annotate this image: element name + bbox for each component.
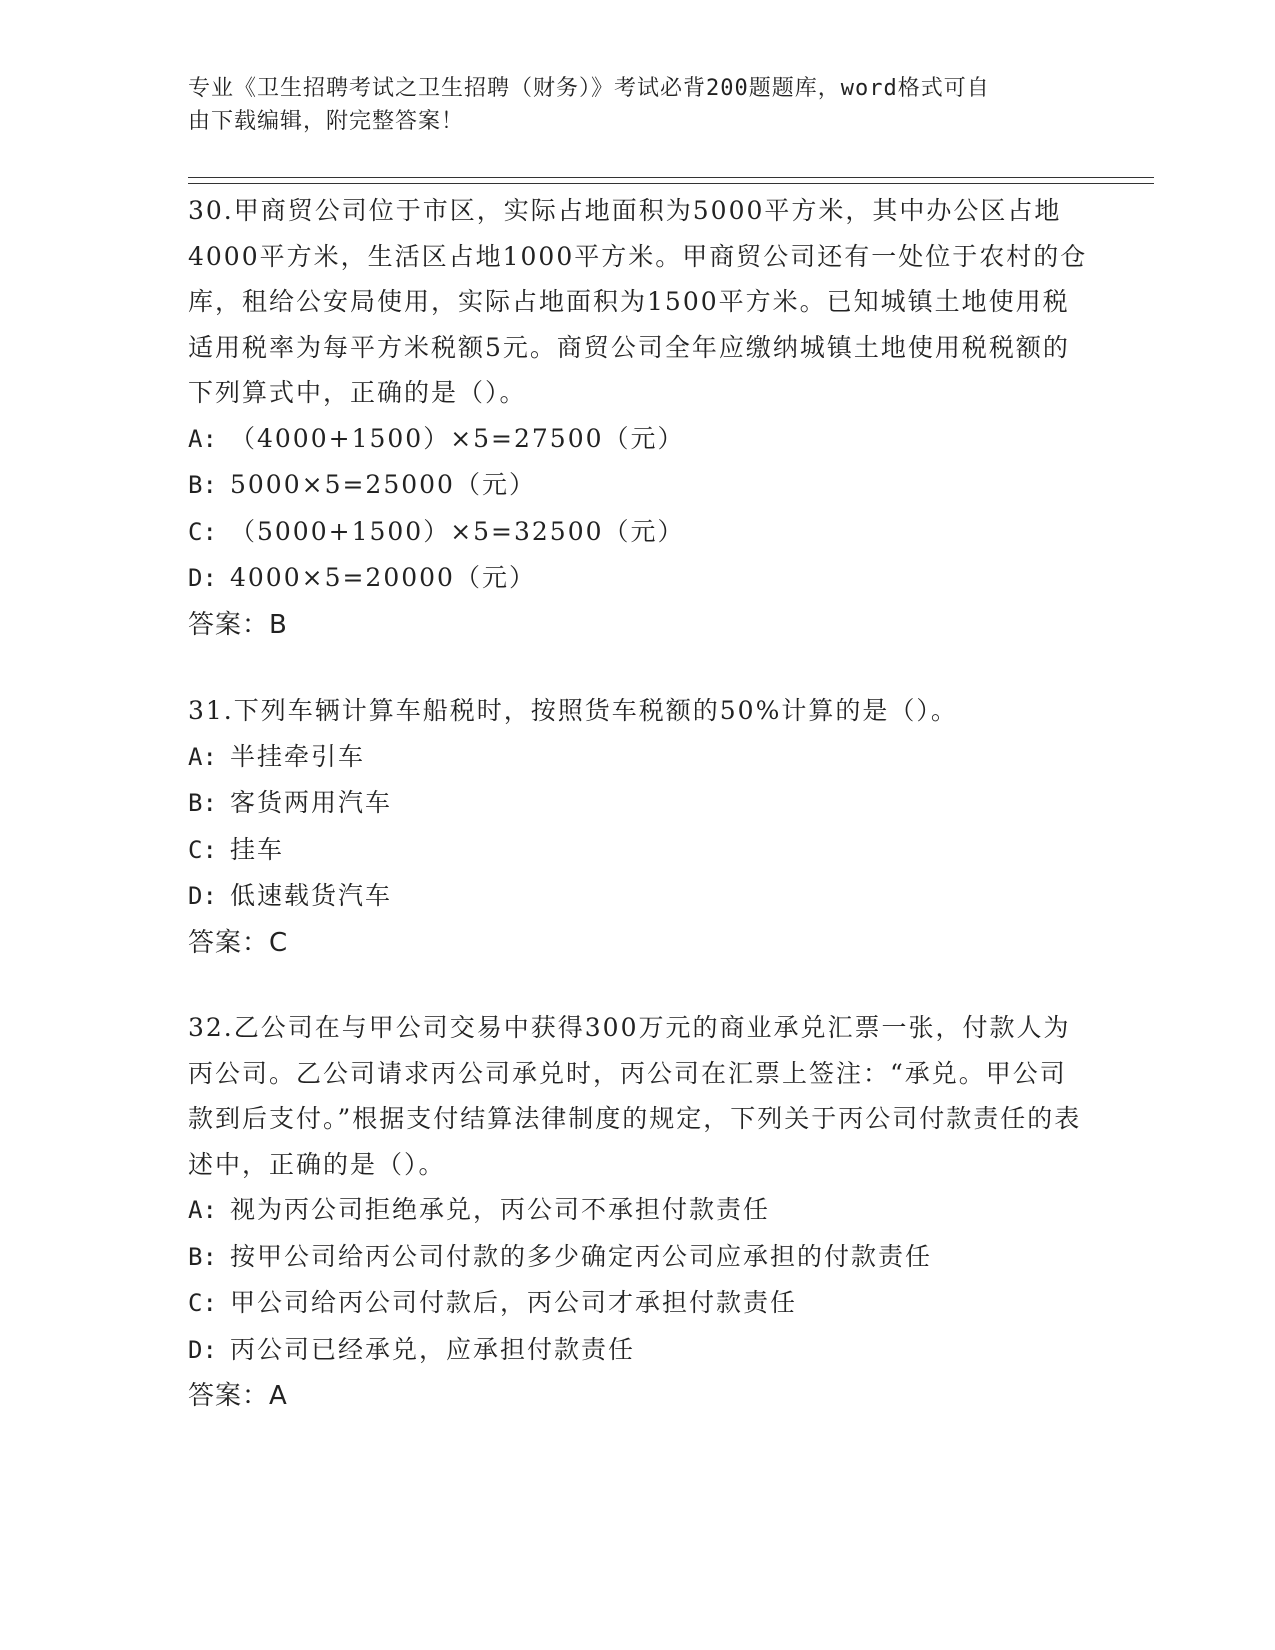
header-divider-top xyxy=(188,177,1154,178)
answer-label: 答案：B xyxy=(188,609,288,640)
option-c xyxy=(188,827,1088,874)
option-letter: D: xyxy=(188,564,217,592)
option-letter: C: xyxy=(188,517,217,546)
option-b xyxy=(188,1234,1088,1281)
option-d xyxy=(188,1327,1088,1374)
question-stem: 32.乙公司在与甲公司交易中获得300万元的商业承兑汇票一张，付款人为丙公司。乙公司请求丙公司承兑时，丙公司在汇票上签注：“承兑。甲公司款到后支付。”根据支付结算法律制度的规定，下列关于丙公司付款责任的表述中，正确的是（）。 xyxy=(188,1013,1082,1179)
question-31 xyxy=(188,688,1088,966)
question-32 xyxy=(188,1005,1088,1419)
question-stem: 30.甲商贸公司位于市区，实际占地面积为5000平方米，其中办公区占地4000平方米，生活区占地1000平方米。甲商贸公司还有一处位于农村的仓库，租给公安局使用，实际占地面积为1500平方米。已知城镇土地使用税适用税率为每平方米税额5元。商贸公司全年应缴纳城镇土地使用税税额的下列算式中，正确的是（）。 xyxy=(188,196,1088,407)
option-text: （4000+1500）×5=27500（元） xyxy=(230,423,685,453)
option-text: 4000×5=20000（元） xyxy=(230,563,536,592)
header-line-1: 专业《卫生招聘考试之卫生招聘（财务）》考试必背200题题库，word格式可自 xyxy=(188,76,990,101)
option-text: 低速载货汽车 xyxy=(230,881,393,910)
option-text: 挂车 xyxy=(230,834,285,864)
option-text: （5000+1500）×5=32500（元） xyxy=(230,516,685,546)
option-text: 视为丙公司拒绝承兑，丙公司不承担付款责任 xyxy=(230,1195,771,1224)
option-letter: D: xyxy=(188,1335,217,1364)
option-letter: C: xyxy=(188,1289,217,1317)
option-letter: A: xyxy=(188,742,217,771)
option-text: 客货两用汽车 xyxy=(230,788,393,817)
option-letter: A: xyxy=(188,424,217,453)
option-text: 半挂牵引车 xyxy=(230,741,366,771)
option-c xyxy=(188,509,1088,556)
answer-label: 答案：C xyxy=(188,927,289,958)
option-a xyxy=(188,1187,1088,1234)
option-a xyxy=(188,734,1088,781)
option-letter: D: xyxy=(188,882,217,910)
option-letter: B: xyxy=(188,789,217,817)
option-b xyxy=(188,780,1088,827)
document-header xyxy=(188,72,1068,138)
header-line-2: 由下载编辑，附完整答案！ xyxy=(188,109,465,134)
option-letter: A: xyxy=(188,1196,217,1224)
option-letter: B: xyxy=(188,1242,217,1271)
option-c xyxy=(188,1280,1088,1327)
answer-label: 答案：A xyxy=(188,1381,288,1411)
option-text: 5000×5=25000（元） xyxy=(230,470,536,499)
option-d xyxy=(188,873,1088,920)
header-divider-bottom xyxy=(188,183,1154,184)
option-letter: C: xyxy=(188,835,217,864)
option-text: 甲公司给丙公司付款后，丙公司才承担付款责任 xyxy=(230,1288,798,1317)
option-d xyxy=(188,555,1088,602)
question-30 xyxy=(188,188,1088,648)
option-a xyxy=(188,416,1088,463)
option-text: 丙公司已经承兑，应承担付款责任 xyxy=(230,1334,636,1364)
question-stem: 31.下列车辆计算车船税时，按照货车税额的50%计算的是（）。 xyxy=(188,696,958,725)
option-b xyxy=(188,462,1088,509)
option-letter: B: xyxy=(188,471,217,499)
option-text: 按甲公司给丙公司付款的多少确定丙公司应承担的付款责任 xyxy=(230,1241,933,1271)
